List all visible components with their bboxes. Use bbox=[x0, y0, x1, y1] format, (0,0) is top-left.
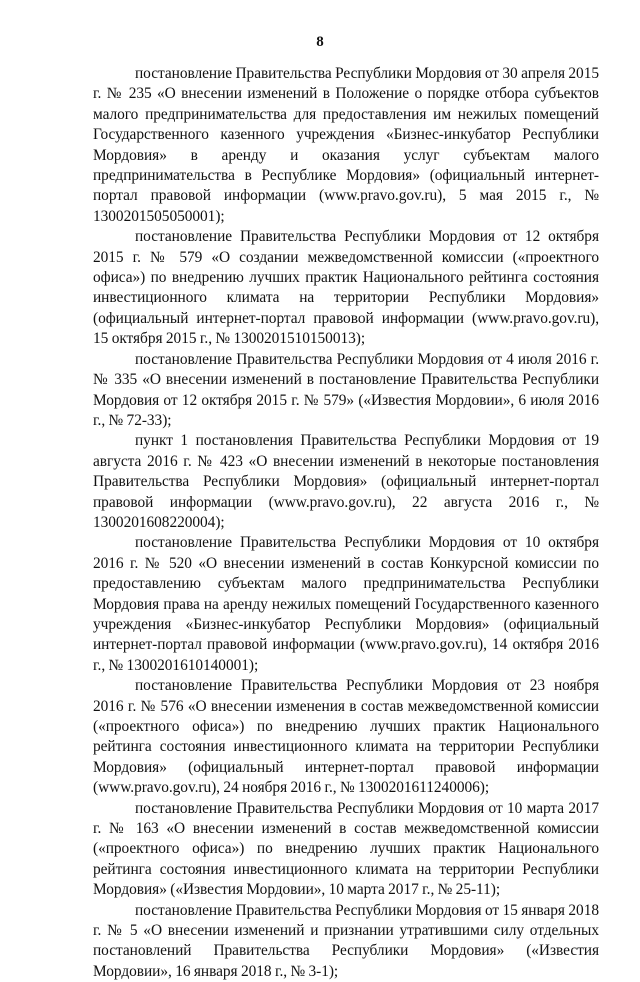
list-item: постановление Правительства Республики Мордовия от 30 апреля 2015 г. № 235 «О внесении изменений в Положение о порядке отбора субъектов малого предпринимательства для предоставления им нежилых помещений Государственного казенного учреждения «Бизнес-инкубатор Республики Мордовия» в аренду и оказания услуг субъектам малого предпринимательства в Республике Мордовия» (официальный интернет-портал правовой информации (www.pravo.gov.ru), 5 мая 2015 г., № 1300201505050001); bbox=[93, 65, 599, 225]
list-item: постановление Правительства Республики Мордовия от 10 марта 2017 г. № 163 «О внесении изменений в состав межведомственной комиссии («проектного офиса») по внедрению лучших практик Национального рейтинга состояния инвестиционного климата на территории Республики Мордовия» («Известия Мордовии», 10 марта 2017 г., № 25-11); bbox=[93, 799, 599, 899]
document-body bbox=[93, 64, 599, 982]
list-item: постановление Правительства Республики Мордовия от 12 октября 2015 г. № 579 «О создании межведомственной комиссии («проектного офиса») по внедрению лучших практик Национального рейтинга состояния инвестиционного климата на территории Республики Мордовия» (официальный интернет-портал правовой информации (www.pravo.gov.ru), 15 октября 2015 г., № 1300201510150013); bbox=[93, 228, 599, 348]
page-number: 8 bbox=[316, 34, 324, 50]
list-item: постановление Правительства Республики Мордовия от 4 июля 2016 г. № 335 «О внесении изменений в постановление Правительства Республики Мордовия от 12 октября 2015 г. № 579» («Известия Мордовии», 6 июля 2016 г., № 72-33); bbox=[93, 350, 599, 429]
list-item: пункт 1 постановления Правительства Республики Мордовия от 19 августа 2016 г. № 423 «О внесении изменений в некоторые постановления Правительства Республики Мордовия» (официальный интернет-портал правовой информации (www.pravo.gov.ru), 22 августа 2016 г., № 1300201608220004); bbox=[93, 432, 599, 531]
list-item: постановление Правительства Республики Мордовия от 15 января 2018 г. № 5 «О внесении изменений и признании утратившими силу отдельных постановлений Правительства Республики Мордовия» («Известия Мордовии», 16 января 2018 г., № 3-1); bbox=[93, 901, 599, 980]
list-item: постановление Правительства Республики Мордовия от 23 ноября 2016 г. № 576 «О внесении изменения в состав межведомственной комиссии («проектного офиса») по внедрению лучших практик Национального рейтинга состояния инвестиционного климата на территории Республики Мордовия» (официальный интернет-портал правовой информации (www.pravo.gov.ru), 24 ноября 2016 г., № 1300201611240006); bbox=[93, 677, 599, 797]
list-item: постановление Правительства Республики Мордовия от 10 октября 2016 г. № 520 «О внесении изменений в состав Конкурсной комиссии по предоставлению субъектам малого предпринимательства Республики Мордовия права на аренду нежилых помещений Государственного казенного учреждения «Бизнес-инкубатор Республики Мордовия» (официальный интернет-портал правовой информации (www.pravo.gov.ru), 14 октября 2016 г., № 1300201610140001); bbox=[93, 534, 599, 674]
